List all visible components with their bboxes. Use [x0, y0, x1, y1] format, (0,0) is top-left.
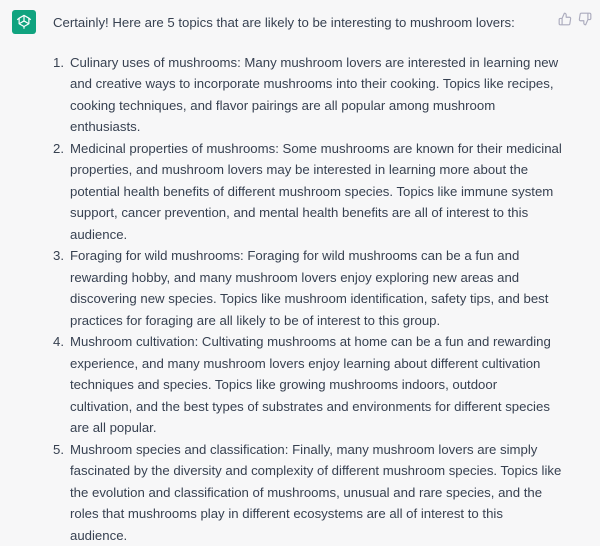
list-item — [53, 52, 563, 138]
list-item-number: 3. — [53, 245, 64, 267]
list-item-number: 1. — [53, 52, 64, 74]
list-item-text: Foraging for wild mushrooms: Foraging for wild mushrooms can be a fun and rewarding hobby, and many mushroom lovers enjoy exploring new areas and discovering new species. Topics like mushroom identification, safety tips, and best practices for foraging are all likely to be of interest to this group. — [70, 248, 548, 328]
list-item-text: Culinary uses of mushrooms: Many mushroom lovers are interested in learning new and creative ways to incorporate mushrooms into their cooking. Topics like recipes, cooking techniques, and flavor pairings are all popular among mushroom enthusiasts. — [70, 55, 558, 135]
assistant-avatar — [12, 10, 36, 34]
list-item-number: 5. — [53, 439, 64, 461]
list-item — [53, 331, 563, 439]
list-item — [53, 138, 563, 246]
list-item-text: Mushroom cultivation: Cultivating mushrooms at home can be a fun and rewarding experience, and many mushroom lovers enjoy learning about different cultivation techniques and species. Topics like growing mushrooms indoors, outdoor cultivation, and the best types of substrates and environments for different species are all popular. — [70, 334, 551, 435]
feedback-buttons — [558, 12, 592, 26]
message-intro: Certainly! Here are 5 topics that are likely to be interesting to mushroom lovers: — [53, 12, 563, 34]
list-item — [53, 439, 563, 546]
like-button[interactable] — [558, 12, 572, 26]
thumbs-up-icon — [558, 12, 572, 26]
topic-list — [53, 52, 563, 546]
list-item-text: Medicinal properties of mushrooms: Some mushrooms are known for their medicinal properties, and mushroom lovers may be interested in learning more about the potential health benefits of different mushroom species. Topics like immune system support, cancer prevention, and mental health benefits are all of interest to this audience. — [70, 141, 562, 242]
list-item-text: Mushroom species and classification: Finally, many mushroom lovers are simply fascinated by the diversity and complexity of different mushroom species. Topics like the evolution and classification of mushrooms, unusual and rare species, and the roles that mushrooms play in different ecosystems are all of interest to this audience. — [70, 442, 561, 543]
list-item-number: 2. — [53, 138, 64, 160]
list-item — [53, 245, 563, 331]
dislike-button[interactable] — [578, 12, 592, 26]
list-item-number: 4. — [53, 331, 64, 353]
message-content — [53, 12, 563, 546]
openai-logo-icon — [15, 13, 33, 31]
thumbs-down-icon — [578, 12, 592, 26]
